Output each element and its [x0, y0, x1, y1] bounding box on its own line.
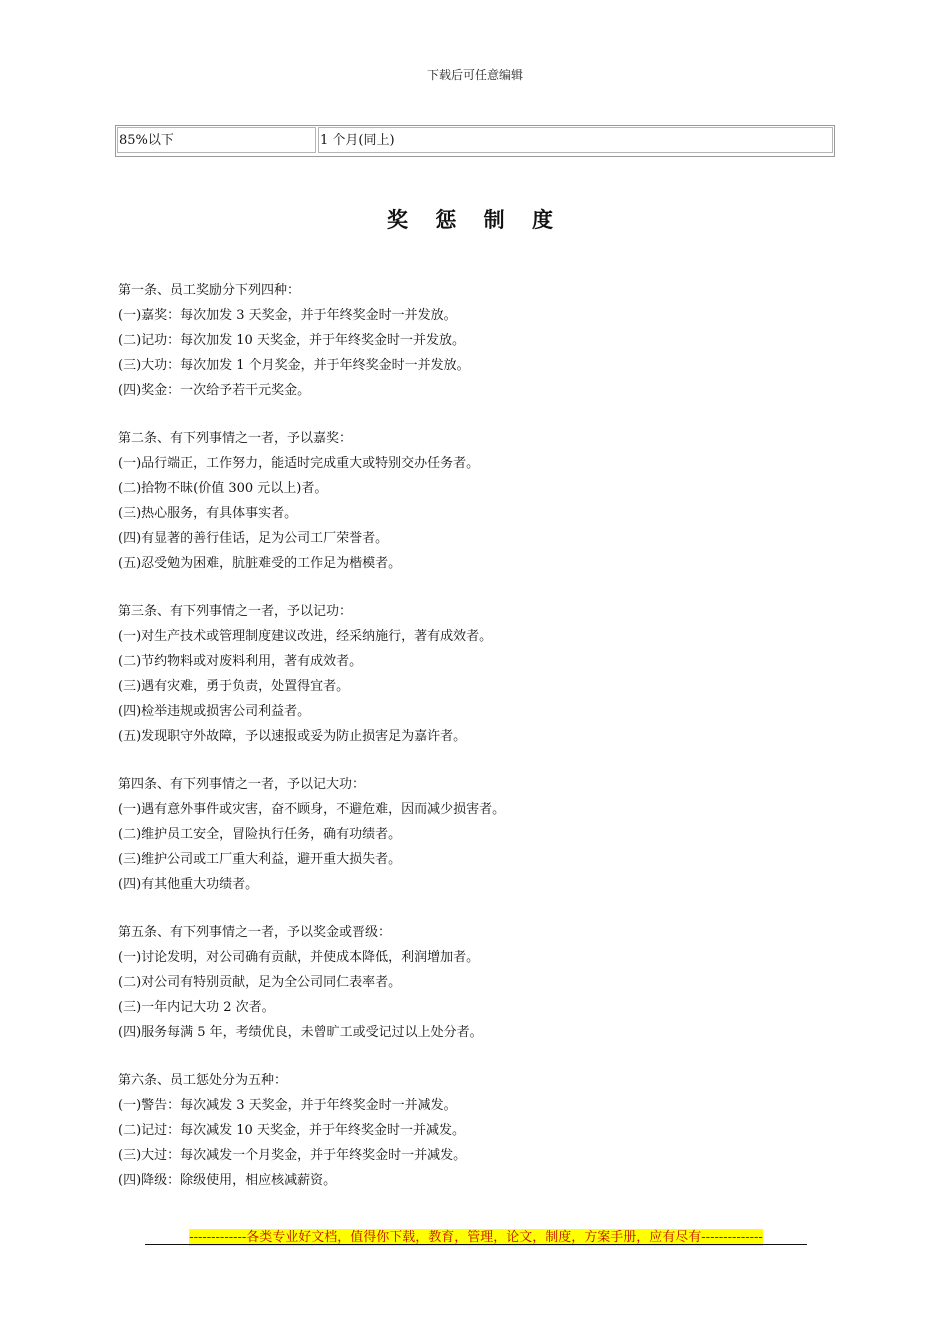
article-clause: (五)发现职守外故障，予以速报或妥为防止损害足为嘉许者。 — [118, 729, 467, 744]
article-clause: (五)忍受勉为困难，肮脏难受的工作足为楷模者。 — [118, 556, 402, 571]
article-clause: (三)遇有灾难，勇于负责，处置得宜者。 — [118, 679, 350, 694]
article-clause: (三)大功：每次加发 1 个月奖金，并于年终奖金时一并发放。 — [118, 358, 470, 373]
article-heading: 第三条、有下列事情之一者，予以记功： — [118, 604, 353, 619]
article-heading: 第四条、有下列事情之一者，予以记大功： — [118, 777, 366, 792]
article-section — [118, 920, 818, 1045]
article-clause: (一)对生产技术或管理制度建议改进，经采纳施行，著有成效者。 — [118, 629, 493, 644]
article-clause: (一)嘉奖：每次加发 3 天奖金，并于年终奖金时一并发放。 — [118, 308, 457, 323]
rate-table-row — [115, 125, 835, 157]
article-heading: 第六条、员工惩处分为五种： — [118, 1073, 288, 1088]
footer-banner — [145, 1226, 807, 1245]
article-section — [118, 1068, 818, 1193]
article-clause: (二)拾物不昧(价值 300 元以上)者。 — [118, 481, 328, 496]
article-heading: 第五条、有下列事情之一者，予以奖金或晋级： — [118, 925, 392, 940]
article-clause: (三)一年内记大功 2 次者。 — [118, 1000, 275, 1015]
article-clause: (三)维护公司或工厂重大利益，避开重大损失者。 — [118, 852, 402, 867]
footer-divider — [145, 1244, 807, 1245]
page-title: 奖 惩 制 度 — [387, 207, 563, 232]
article-clause: (一)讨论发明，对公司确有贡献，并使成本降低，利润增加者。 — [118, 950, 480, 965]
article-clause: (二)对公司有特别贡献，足为全公司同仁表率者。 — [118, 975, 402, 990]
article-clause: (四)服务每满 5 年，考绩优良，未曾旷工或受记过以上处分者。 — [118, 1025, 483, 1040]
article-section — [118, 426, 818, 576]
article-clause: (一)遇有意外事件或灾害，奋不顾身，不避危难，因而减少损害者。 — [118, 802, 506, 817]
article-section — [118, 772, 818, 897]
article-clause: (三)大过：每次减发一个月奖金，并于年终奖金时一并减发。 — [118, 1148, 467, 1163]
article-clause: (一)品行端正，工作努力，能适时完成重大或特别交办任务者。 — [118, 456, 480, 471]
article-section — [118, 278, 818, 403]
article-clause: (四)有显著的善行佳话，足为公司工厂荣誉者。 — [118, 531, 389, 546]
header-note: 下载后可任意编辑 — [426, 68, 523, 82]
table-cell-range: 85%以下 — [117, 127, 316, 153]
document-body — [118, 278, 818, 1216]
article-clause: (二)记功：每次加发 10 天奖金，并于年终奖金时一并发放。 — [118, 333, 465, 348]
footer-text: -------------各类专业好文档，值得你下载，教育，管理，论文，制度，方案手册，应有尽有-------------- — [189, 1230, 763, 1245]
article-heading: 第一条、员工奖励分下列四种： — [118, 283, 301, 298]
article-clause: (四)有其他重大功绩者。 — [118, 877, 259, 892]
article-clause: (二)节约物料或对废料利用，著有成效者。 — [118, 654, 363, 669]
article-clause: (四)奖金：一次给予若干元奖金。 — [118, 383, 311, 398]
article-clause: (三)热心服务，有具体事实者。 — [118, 506, 298, 521]
article-clause: (四)检举违规或损害公司利益者。 — [118, 704, 311, 719]
article-clause: (四)降级：除级使用，相应核减薪资。 — [118, 1173, 337, 1188]
table-cell-value: 1 个月(同上) — [318, 127, 833, 153]
article-clause: (二)记过：每次减发 10 天奖金，并于年终奖金时一并减发。 — [118, 1123, 465, 1138]
article-clause: (一)警告：每次减发 3 天奖金，并于年终奖金时一并减发。 — [118, 1098, 457, 1113]
article-clause: (二)维护员工安全，冒险执行任务，确有功绩者。 — [118, 827, 402, 842]
article-heading: 第二条、有下列事情之一者，予以嘉奖： — [118, 431, 353, 446]
article-section — [118, 599, 818, 749]
